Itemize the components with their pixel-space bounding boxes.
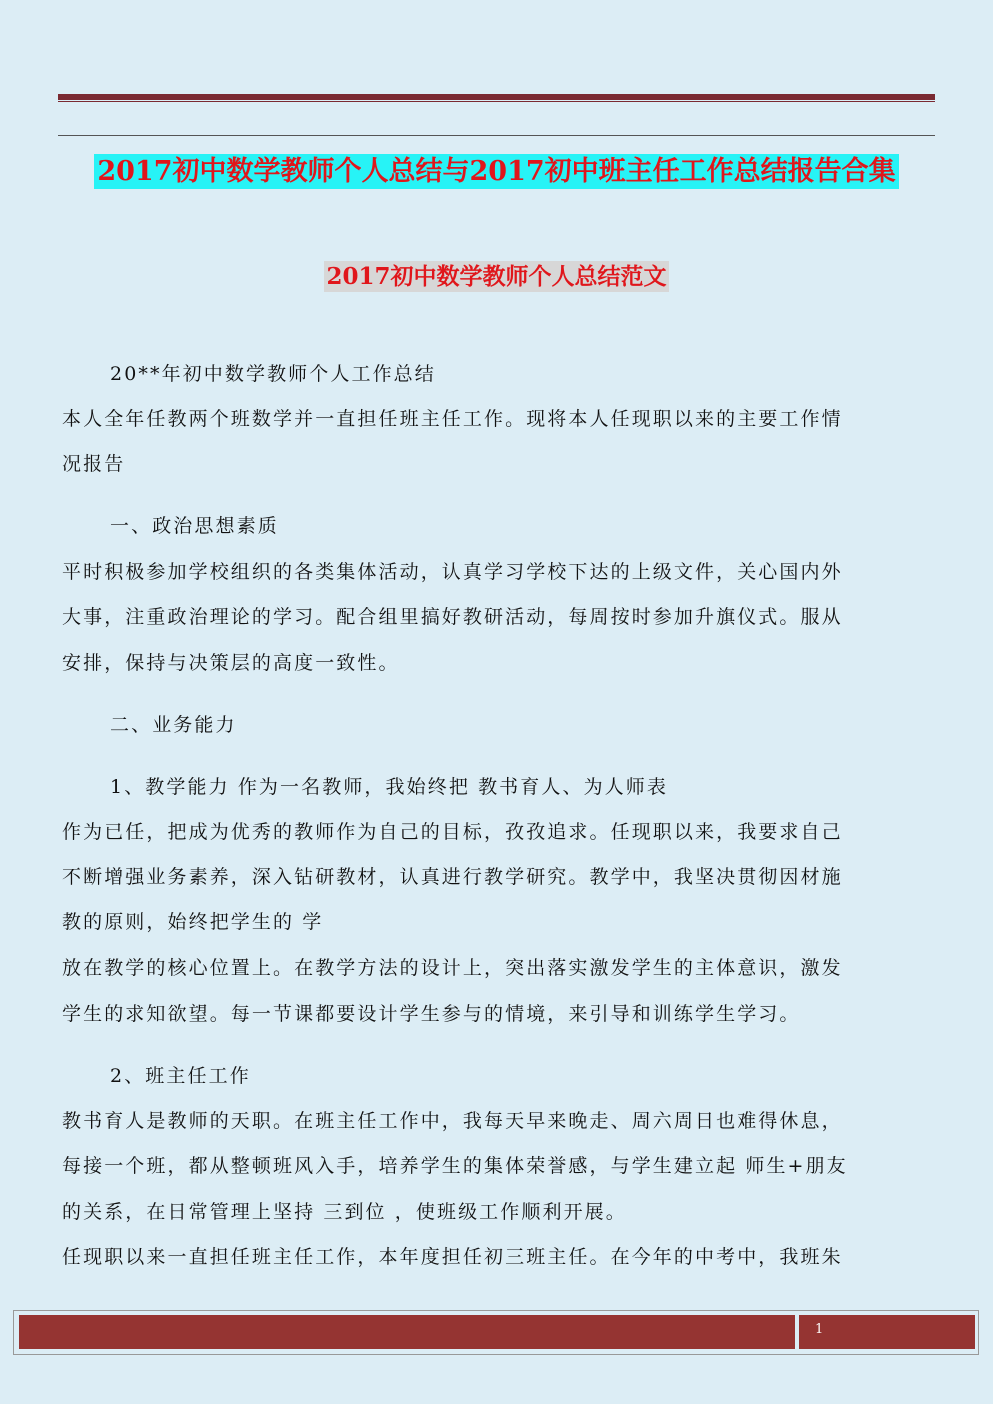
paragraph-line: 1、教学能力 作为一名教师，我始终把 教书育人、为人师表 xyxy=(110,776,668,798)
paragraph-line: 每接一个班，都从整顿班风入手，培养学生的集体荣誉感，与学生建立起 师生+朋友 xyxy=(62,1155,848,1177)
paragraph-line: 20**年初中数学教师个人工作总结 xyxy=(110,363,436,385)
section-heading: 一、政治思想素质 xyxy=(110,515,279,537)
paragraph-line: 安排，保持与决策层的高度一致性。 xyxy=(62,652,400,674)
paragraph-line: 的关系，在日常管理上坚持 三到位 ，使班级工作顺利开展。 xyxy=(62,1201,627,1223)
header-rule-lower xyxy=(58,135,935,136)
paragraph-line: 教书育人是教师的天职。在班主任工作中，我每天早来晚走、周六周日也难得休息， xyxy=(62,1110,843,1132)
header-rule-thick xyxy=(58,94,935,100)
paragraph-line: 大事，注重政治理论的学习。配合组里搞好教研活动，每周按时参加升旗仪式。服从 xyxy=(62,606,843,628)
footer-bar xyxy=(19,1315,795,1349)
header-rule-thin xyxy=(58,101,935,102)
document-title xyxy=(0,150,993,194)
paragraph-line: 况报告 xyxy=(62,453,126,475)
section-heading: 2、班主任工作 xyxy=(110,1065,251,1087)
paragraph-line: 本人全年任教两个班数学并一直担任班主任工作。现将本人任现职以来的主要工作情 xyxy=(62,408,843,430)
paragraph-line: 作为已任，把成为优秀的教师作为自己的目标，孜孜追求。任现职以来，我要求自己 xyxy=(62,821,843,843)
paragraph-line: 任现职以来一直担任班主任工作，本年度担任初三班主任。在今年的中考中，我班朱 xyxy=(62,1246,843,1268)
paragraph-line: 平时积极参加学校组织的各类集体活动，认真学习学校下达的上级文件，关心国内外 xyxy=(62,561,843,583)
section-title-text: 2017初中数学教师个人总结范文 xyxy=(326,263,667,290)
section-heading: 二、业务能力 xyxy=(110,714,237,736)
paragraph-line: 不断增强业务素养，深入钻研教材，认真进行教学研究。教学中，我坚决贯彻因材施 xyxy=(62,866,843,888)
footer-page-box xyxy=(799,1315,975,1349)
document-title-text: 2017初中数学教师个人总结与2017初中班主任工作总结报告合集 xyxy=(94,154,898,189)
paragraph-line: 学生的求知欲望。每一节课都要设计学生参与的情境，来引导和训练学生学习。 xyxy=(62,1003,801,1025)
paragraph-line: 放在教学的核心位置上。在教学方法的设计上，突出落实激发学生的主体意识，激发 xyxy=(62,957,843,979)
section-title xyxy=(0,258,993,296)
page-number: 1 xyxy=(815,1322,824,1337)
paragraph-line: 教的原则，始终把学生的 学 xyxy=(62,911,324,933)
